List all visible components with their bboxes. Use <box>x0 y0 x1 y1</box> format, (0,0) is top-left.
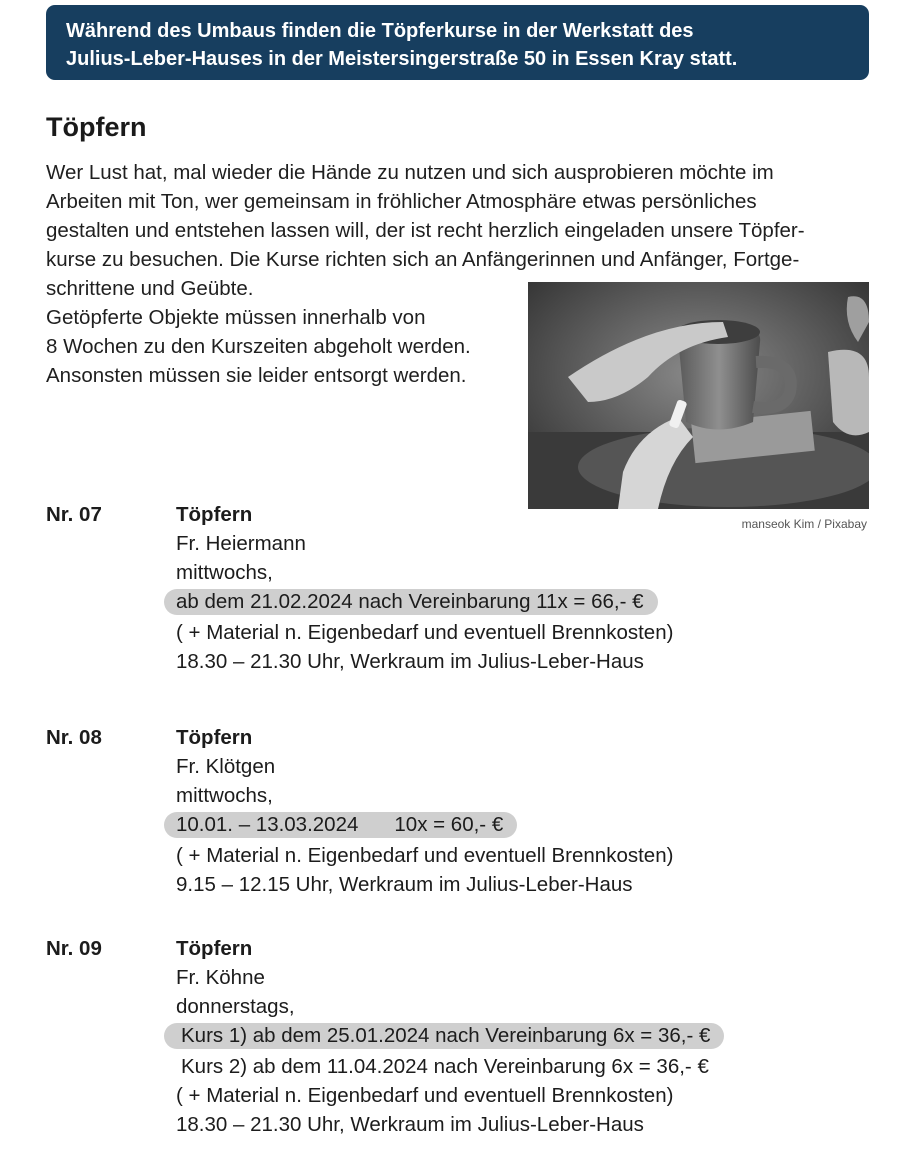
intro-line: Getöpferte Objekte müssen innerhalb von <box>46 306 426 329</box>
course-date-highlight <box>164 812 517 838</box>
course-name: Töpfern <box>176 937 253 960</box>
course-price: 10x = 60,- € <box>394 813 504 836</box>
intro-line: Arbeiten mit Ton, wer gemeinsam in fröhlicher Atmosphäre etwas persönliches <box>46 190 757 213</box>
course-details <box>176 934 724 1139</box>
notice-line-2: Julius-Leber-Hauses in der Meistersingerstraße 50 in Essen Kray statt. <box>66 48 738 70</box>
course-time: 9.15 – 12.15 Uhr, Werkraum im Julius-Leber-Haus <box>176 873 633 896</box>
course-date-highlight: Kurs 1) ab dem 25.01.2024 nach Vereinbarung 6x = 36,- € <box>164 1023 724 1049</box>
course-teacher: Fr. Köhne <box>176 966 265 989</box>
course-details <box>176 723 673 899</box>
intro-line: 8 Wochen zu den Kurszeiten abgeholt werden. <box>46 335 471 358</box>
notice-banner <box>46 5 869 80</box>
photo-credit: manseok Kim / Pixabay <box>741 517 867 531</box>
notice-line-1: Während des Umbaus finden die Töpferkurse in der Werkstatt des <box>66 20 694 42</box>
course-material: ( + Material n. Eigenbedarf und eventuell Brennkosten) <box>176 1084 674 1107</box>
course-teacher: Fr. Heiermann <box>176 532 306 555</box>
page-title: Töpfern <box>46 112 147 142</box>
intro-line: Wer Lust hat, mal wieder die Hände zu nutzen und sich ausprobieren möchte im <box>46 161 774 184</box>
course-date-range: 10.01. – 13.03.2024 <box>176 813 359 836</box>
intro-line: Ansonsten müssen sie leider entsorgt werden. <box>46 364 467 387</box>
course-details <box>176 500 673 676</box>
course-day: donnerstags, <box>176 995 295 1018</box>
course-number: Nr. 07 <box>46 503 102 526</box>
course-time: 18.30 – 21.30 Uhr, Werkraum im Julius-Leber-Haus <box>176 1113 644 1136</box>
course-date-highlight: ab dem 21.02.2024 nach Vereinbarung 11x = 66,- € <box>164 589 658 615</box>
course-name: Töpfern <box>176 503 253 526</box>
intro-line: gestalten und entstehen lassen will, der ist recht herzlich eingeladen unsere Töpfer- <box>46 219 805 242</box>
course-number: Nr. 08 <box>46 726 102 749</box>
course-number: Nr. 09 <box>46 937 102 960</box>
intro-line: schrittene und Geübte. <box>46 277 254 300</box>
course-teacher: Fr. Klötgen <box>176 755 276 778</box>
course-day: mittwochs, <box>176 784 273 807</box>
course-day: mittwochs, <box>176 561 273 584</box>
course-name: Töpfern <box>176 726 253 749</box>
course-material: ( + Material n. Eigenbedarf und eventuell Brennkosten) <box>176 844 674 867</box>
course-date-2: Kurs 2) ab dem 11.04.2024 nach Vereinbarung 6x = 36,- € <box>181 1055 709 1078</box>
pottery-photo <box>528 282 869 509</box>
intro-line: kurse zu besuchen. Die Kurse richten sich an Anfängerinnen und Anfänger, Fortge- <box>46 248 800 271</box>
course-time: 18.30 – 21.30 Uhr, Werkraum im Julius-Leber-Haus <box>176 650 644 673</box>
course-material: ( + Material n. Eigenbedarf und eventuell Brennkosten) <box>176 621 674 644</box>
